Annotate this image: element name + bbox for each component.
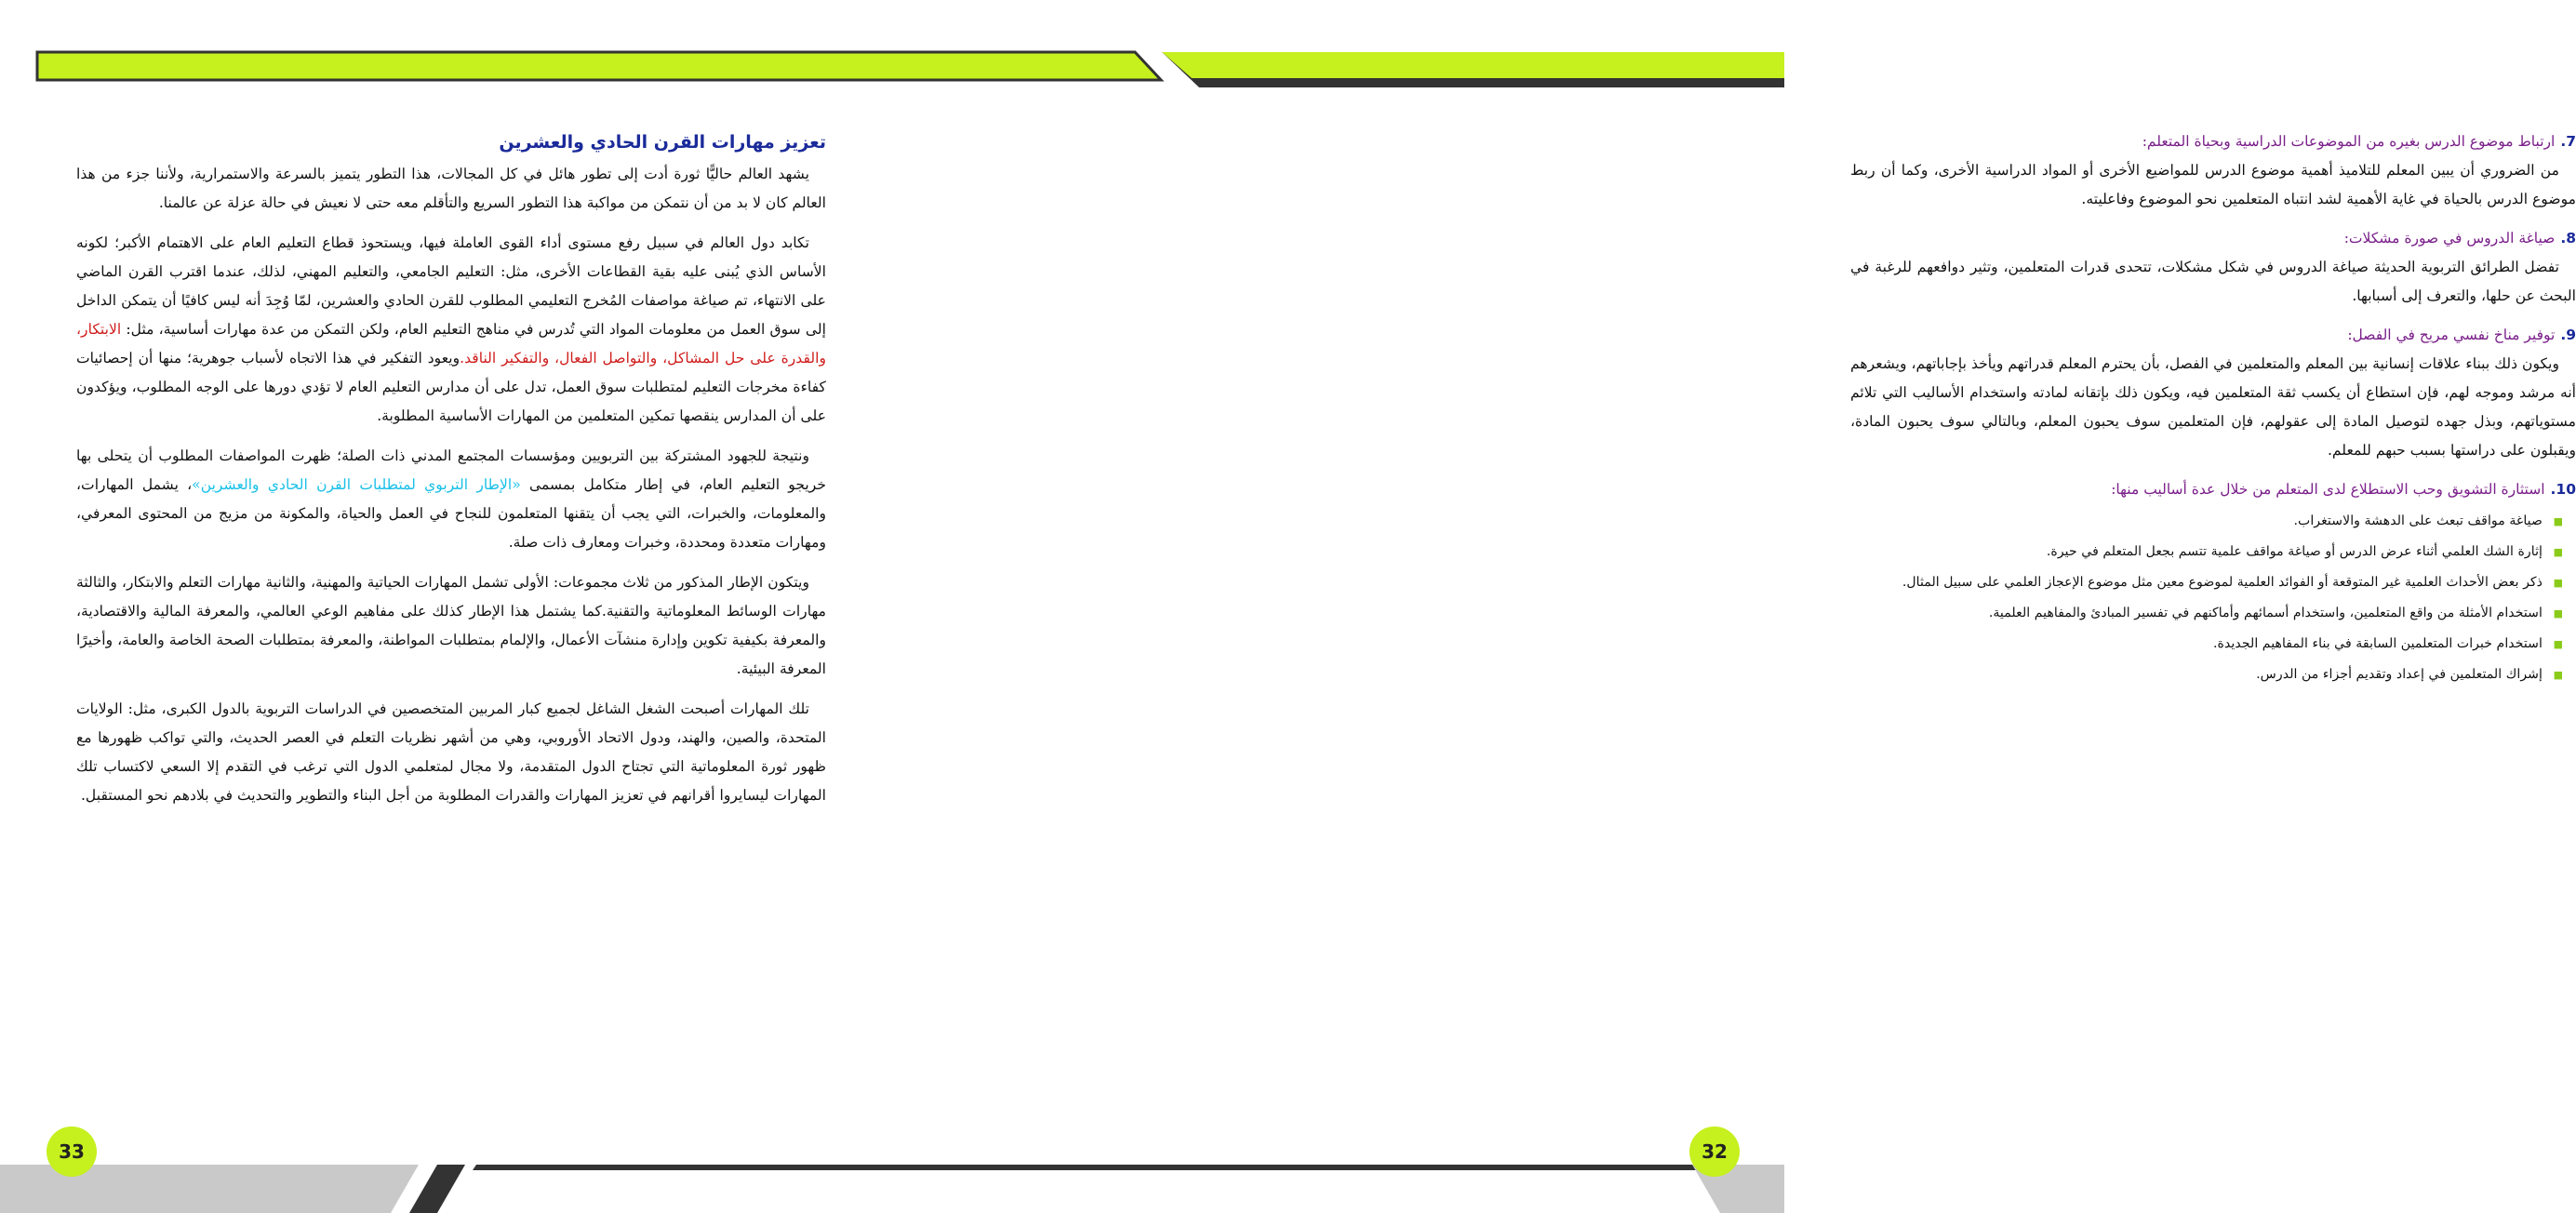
list-item: ■ ذكر بعض الأحداث العلمية غير المتوقعة أو الفوائد العلمية لموضوع معين مثل موضوع الإعجاز العلمي على سبيل المثال.: [1850, 567, 2556, 598]
item-10-title: استثارة التشويق وحب الاستطلاع لدى المتعلم من خلال عدة أساليب منها:: [2111, 481, 2545, 498]
bottom-bar-right: [892, 1116, 1784, 1213]
framework-highlight: «الإطار التربوي لمتطلبات القرن الحادي والعشرين»: [192, 476, 521, 493]
page-number-33: 33: [47, 1126, 97, 1177]
item-10-number: 10.: [2550, 481, 2576, 498]
list-item: ■ استخدام خبرات المتعلمين السابقة في بناء المفاهيم الجديدة.: [1850, 629, 2556, 660]
page-number-32: 32: [1689, 1126, 1740, 1177]
section-title: تعزيز مهارات القرن الحادي والعشرين: [499, 132, 826, 153]
item-7-title: ارتباط موضوع الدرس بغيره من الموضوعات الدراسية وبحياة المتعلم:: [2142, 133, 2556, 150]
top-accent-bar-right: [892, 0, 1784, 93]
square-bullet-icon: ■: [2553, 638, 2563, 650]
square-bullet-icon: ■: [2553, 515, 2563, 527]
paragraph-1: يشهد العالم حاليًّا ثورة أدت إلى تطور هائل في كل المجالات، هذا التطور يتميز بالسرعة والاستمرارية، ولأننا جزء من هذا العالم كان لا بد من أن نتمكن من مواكبة هذا التطور السريع والتأقلم معه حتى لا نعيش في حالة عزلة عن عالمنا.: [76, 166, 826, 211]
list-item: ■ استخدام الأمثلة من واقع المتعلمين، واستخدام أسمائهم وأماكنهم في تفسير المبادئ والمفاهيم العلمية.: [1850, 598, 2556, 629]
paragraph-2: [76, 229, 826, 431]
bottom-bar-left: [0, 1116, 892, 1213]
list-item: ■ صياغة مواقف تبعث على الدهشة والاستغراب.: [1850, 506, 2556, 537]
list-item: ■ إشراك المتعلمين في إعداد وتقديم أجزاء من الدرس.: [1850, 660, 2556, 690]
square-bullet-icon: ■: [2553, 669, 2563, 681]
item-7: [1850, 128, 2576, 214]
list-item: ■ إثارة الشك العلمي أثناء عرض الدرس أو صياغة مواقف علمية تتسم بجعل المتعلم في حيرة.: [1850, 537, 2556, 567]
item-7-number: 7.: [2560, 133, 2576, 150]
paragraph-2-text-b: ويعود التفكير في هذا الاتجاه لأسباب جوهرية؛ منها أن إحصائيات كفاءة مخرجات التعليم لمتطلبات سوق العمل، تدل على أن مدارس التعليم العام لا تؤدي دورها على الوجه المطلوب، ويؤكدون على أن المدارس ينقصها تمكين المتعلمين من المهارات الأساسية المطلوبة.: [76, 350, 826, 424]
item-9: [1850, 322, 2576, 465]
item-10: [1850, 476, 2576, 690]
left-column: [76, 128, 826, 821]
bullet-list: [1850, 506, 2576, 690]
paragraph-2-text-a: تكابد دول العالم في سبيل رفع مستوى أداء القوى العاملة فيها، ويستحوذ قطاع التعليم العام على الاهتمام الأكبر؛ لكونه الأساس الذي يُبنى عليه بقية القطاعات الأخرى، مثل: التعليم الجامعي، والتعليم المهني، لذلك، عندما اقترب القرن الماضي على الانتهاء، تم صياغة مواصفات المُخرج التعليمي المطلوب للقرن الحادي والعشرين، لمّا وُجِدَ أنه ليس كافيًا أن يتمكن الداخل إلى سوق العمل من معلومات المواد التي تُدرس في مناهج التعليم العام، ولكن التمكن من عدة مهارات أساسية، مثل:: [76, 234, 826, 338]
item-8-number: 8.: [2560, 230, 2576, 247]
paragraph-5: تلك المهارات أصبحت الشغل الشاغل لجميع كبار المربين المتخصصين في الدراسات التربوية بالدول الكبرى، مثل: الولايات المتحدة، والصين، والهند، ودول الاتحاد الأوروبي، وهي من أشهر نظريات التعلم في العصر الحديث، والتي تواكب ظهورها مع ظهور ثورة المعلوماتية التي تجتاح الدول المتقدمة، ولا مجال لمتعلمي الدول التي ترغب في التقدم إلا السعي لاكتساب تلك المهارات ليسايروا أقرانهم في تعزيز المهارات والقدرات المطلوبة من أجل البناء والتطوير والتحديث في بلادهم نحو المستقبل.: [76, 700, 826, 804]
square-bullet-icon: ■: [2553, 577, 2563, 589]
left-page: [0, 0, 892, 1213]
item-7-body: من الضروري أن يبين المعلم للتلاميذ أهمية موضوع الدرس للمواضيع الأخرى أو المواد الدراسية الأخرى، وكما أن ربط موضوع الدرس بالحياة في غاية الأهمية لشد انتباه المتعلمين نحو الموضوع وفاعليته.: [1850, 162, 2576, 207]
item-8: [1850, 225, 2576, 311]
paragraph-3-text-a: ونتيجة للجهود المشتركة بين التربويين ومؤسسات المجتمع المدني ذات الصلة؛ ظهرت المواصفات المطلوب أن يتحلى بها خريجو التعليم العام، في إطار متكامل بمسمى: [76, 447, 826, 493]
item-9-title: توفير مناخ نفسي مريح في الفصل:: [2347, 327, 2556, 343]
right-column: [1850, 128, 2576, 690]
paragraph-3-text-b: ، يشمل المهارات، والمعلومات، والخبرات، التي يجب أن يتقنها المتعلمون للنجاح في العمل والحياة، والمكونة من مزيج من المحتوى المعرفي، ومهارات متعددة ومحددة، وخبرات ومعارف ذات صلة.: [76, 476, 826, 551]
square-bullet-icon: ■: [2553, 546, 2563, 558]
top-accent-bar-left: [0, 0, 892, 93]
item-9-body: ويكون ذلك ببناء علاقات إنسانية بين المعلم والمتعلمين في الفصل، بأن يحترم المعلم قدراتهم ويأخذ بإجاباتهم، ويشعرهم أنه مرشد وموجه لهم، فإن استطاع أن يكسب ثقة المتعلمين فيه، ويكون ذلك بإتقانه لمادته واستخدام الأساليب التي تلائم مستوياتهم، وبذل جهده لتوصيل المادة إلى عقولهم، فإن المتعلمين سوف يحبون المعلم، وبالتالي سوف يحبون المادة، ويقبلون على دراستها بسبب حبهم للمعلم.: [1850, 355, 2576, 459]
square-bullet-icon: ■: [2553, 607, 2563, 620]
item-9-number: 9.: [2560, 327, 2576, 343]
skills-highlight: الابتكار، والقدرة على حل المشاكل، والتواصل الفعال، والتفكير الناقد.: [76, 321, 826, 367]
paragraph-3: [76, 442, 826, 557]
right-page: [892, 0, 2576, 1213]
item-8-body: تفضل الطرائق التربوية الحديثة صياغة الدروس في شكل مشكلات، تتحدى قدرات المتعلمين، وتثير دوافعهم للرغبة في البحث عن حلها، والتعرف إلى أسبابها.: [1850, 259, 2576, 304]
item-8-title: صياغة الدروس في صورة مشكلات:: [2343, 230, 2556, 247]
paragraph-4: ويتكون الإطار المذكور من ثلاث مجموعات: الأولى تشمل المهارات الحياتية والمهنية، والثانية مهارات التعلم والابتكار، والثالثة مهارات الوسائط المعلوماتية والتقنية.كما يشتمل هذا الإطار كذلك على مفاهيم الوعي العالمي، والمعرفة المالية والاقتصادية، والمعرفة بكيفية تكوين وإدارة منشآت الأعمال، والإلمام بمتطلبات المواطنة، والمعرفة بمتطلبات الصحة الخاصة والعامة، وأخيرًا المعرفة البيئية.: [76, 574, 826, 677]
